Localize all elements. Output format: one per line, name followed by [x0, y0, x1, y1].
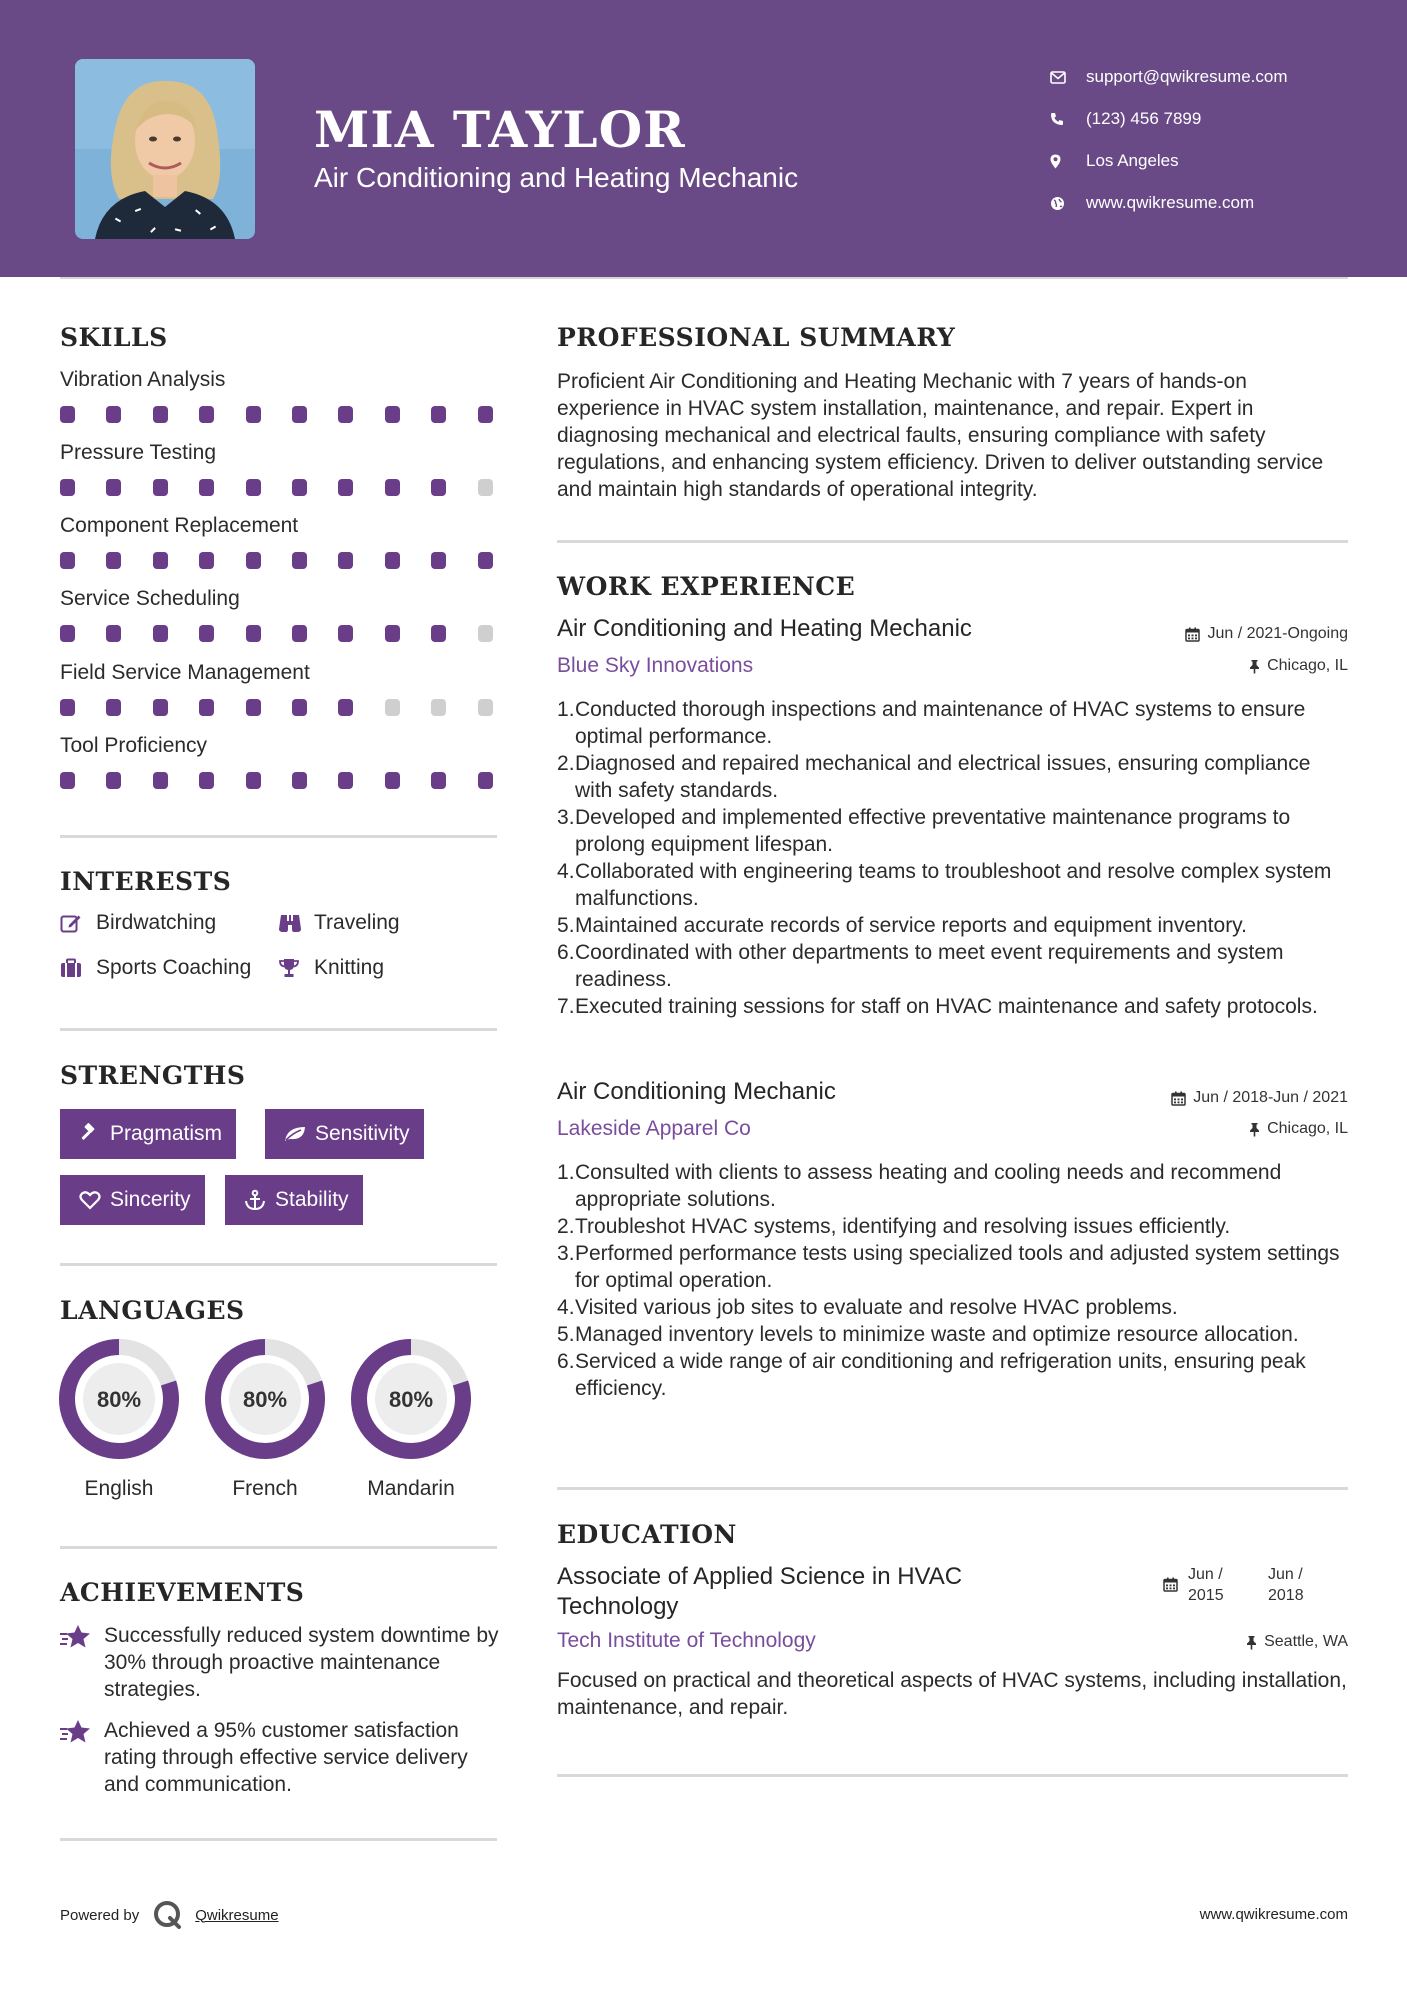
job-title: Air Conditioning Mechanic — [557, 1078, 836, 1105]
skill-dot-filled — [292, 479, 307, 496]
school-location-text: Seattle, WA — [1264, 1633, 1348, 1650]
contact-phone-text: (123) 456 7899 — [1086, 109, 1202, 128]
school-name: Tech Institute of Technology — [557, 1629, 816, 1652]
job-dates — [1185, 625, 1348, 643]
language-name: Mandarin — [367, 1477, 455, 1500]
skill-dot-filled — [106, 406, 121, 423]
job-dates-text: Jun / 2021-Ongoing — [1207, 625, 1348, 642]
skill-name: Vibration Analysis — [60, 368, 226, 391]
portrait-image — [75, 59, 255, 239]
contact-website-text: www.qwikresume.com — [1086, 193, 1255, 212]
skill-dot-filled — [60, 625, 75, 642]
skill-dot-filled — [338, 552, 353, 569]
degree-title-continued: Technology — [557, 1593, 679, 1620]
experience-heading: WORK EXPERIENCE — [557, 572, 856, 601]
skill-dot-filled — [292, 625, 307, 642]
footer-powered-by — [60, 1900, 279, 1930]
skill-dot-filled — [153, 772, 168, 789]
job-location — [1249, 1120, 1348, 1138]
summary-heading: PROFESSIONAL SUMMARY — [557, 323, 956, 352]
skill-rating — [60, 479, 497, 496]
contact-location-text: Los Angeles — [1086, 151, 1179, 170]
job-responsibilities — [557, 696, 1348, 1020]
skill-dot-filled — [338, 625, 353, 642]
responsibility-item: Conducted thorough inspections and maintenance of HVAC systems to ensure optimal performance. — [575, 698, 1306, 748]
language-item — [349, 1337, 473, 1501]
binoculars-icon — [278, 913, 314, 933]
skill-dot-filled — [60, 699, 75, 716]
skill-dot-filled — [431, 625, 446, 642]
achievement-text: Achieved a 95% customer satisfaction rating through effective service delivery and communication. — [104, 1719, 468, 1796]
skill-rating — [60, 552, 497, 569]
pencil-square-icon — [60, 913, 96, 933]
skill-dot-filled — [153, 552, 168, 569]
skill-dot-empty — [478, 479, 493, 496]
education-description: Focused on practical and theoretical aspects of HVAC systems, including installation, maintenance, and repair. — [557, 1669, 1347, 1719]
trophy-icon — [278, 958, 314, 978]
skill-dot-empty — [478, 625, 493, 642]
education-heading: EDUCATION — [557, 1520, 737, 1549]
achievement-item — [60, 1622, 500, 1703]
contact-phone[interactable] — [1050, 98, 1288, 140]
skill-name: Tool Proficiency — [60, 734, 208, 757]
strengths-heading: STRENGTHS — [60, 1061, 246, 1090]
skill-name: Field Service Management — [60, 661, 310, 684]
section-divider — [557, 540, 1348, 543]
footer-url[interactable]: www.qwikresume.com — [1199, 1906, 1348, 1923]
responsibility-item: Collaborated with engineering teams to troubleshoot and resolve complex system malfunctions. — [575, 860, 1332, 910]
skill-dot-filled — [60, 479, 75, 496]
degree-title: Associate of Applied Science in HVAC — [557, 1563, 963, 1590]
section-divider — [60, 1546, 497, 1549]
calendar-icon — [1185, 627, 1200, 642]
skill-dot-filled — [60, 772, 75, 789]
language-donut — [203, 1337, 327, 1461]
anchor-icon — [237, 1189, 273, 1211]
skill-dot-filled — [246, 772, 261, 789]
pushpin-icon — [1249, 1122, 1260, 1137]
skill-dot-filled — [106, 552, 121, 569]
skill-dot-empty — [478, 699, 493, 716]
skill-dot-filled — [431, 772, 446, 789]
job-dates-text: Jun / 2018-Jun / 2021 — [1193, 1089, 1348, 1106]
section-divider — [557, 1487, 1348, 1490]
skill-dot-filled — [431, 552, 446, 569]
section-divider — [60, 1028, 497, 1031]
skill-dot-empty — [385, 699, 400, 716]
profile-photo — [75, 59, 255, 239]
language-name: French — [232, 1477, 298, 1500]
calendar-icon — [1163, 1577, 1178, 1597]
language-item — [57, 1337, 181, 1501]
skill-dot-filled — [385, 625, 400, 642]
skill-rating — [60, 699, 497, 716]
powered-by-label: Powered by — [60, 1906, 140, 1924]
skill-dot-empty — [431, 699, 446, 716]
skill-dot-filled — [199, 552, 214, 569]
achievement-text: Successfully reduced system downtime by 30% through proactive maintenance strategies. — [104, 1624, 499, 1701]
skill-dot-filled — [292, 406, 307, 423]
skill-dot-filled — [246, 699, 261, 716]
education-end-month: Jun / — [1268, 1566, 1303, 1583]
language-percent: 80% — [242, 1387, 288, 1412]
skill-dot-filled — [338, 479, 353, 496]
skill-dot-filled — [199, 772, 214, 789]
language-percent: 80% — [96, 1387, 142, 1412]
interest-item — [60, 956, 251, 980]
responsibility-item: Visited various job sites to evaluate and resolve HVAC problems. — [575, 1296, 1178, 1319]
strength-label: Sincerity — [110, 1188, 191, 1211]
responsibility-item: Developed and implemented effective preventative maintenance programs to prolong equipment lifespan. — [575, 806, 1291, 856]
contact-email[interactable] — [1050, 56, 1288, 98]
gavel-icon — [72, 1123, 108, 1145]
pushpin-icon — [1246, 1635, 1257, 1650]
education-start-year: 2015 — [1188, 1587, 1224, 1604]
strength-label: Pragmatism — [110, 1122, 223, 1145]
skill-dot-filled — [246, 552, 261, 569]
strength-tag — [60, 1109, 236, 1159]
heart-icon — [72, 1190, 108, 1210]
languages-heading: LANGUAGES — [60, 1296, 245, 1325]
job-location — [1249, 657, 1348, 675]
skill-dot-filled — [338, 406, 353, 423]
skill-dot-filled — [60, 552, 75, 569]
interest-label: Knitting — [314, 956, 385, 979]
language-donut — [57, 1337, 181, 1461]
skill-dot-filled — [431, 406, 446, 423]
responsibility-item: Serviced a wide range of air conditioning and refrigeration units, ensuring peak efficiency. — [575, 1350, 1306, 1400]
achievement-item — [60, 1717, 500, 1798]
skill-dot-filled — [153, 479, 168, 496]
school-location — [1246, 1633, 1348, 1651]
skill-dot-filled — [199, 479, 214, 496]
pushpin-icon — [1249, 659, 1260, 674]
candidate-name: MIA TAYLOR — [314, 100, 686, 159]
interest-label: Birdwatching — [96, 911, 217, 934]
contact-location — [1050, 140, 1288, 182]
job-dates — [1171, 1089, 1348, 1107]
skill-dot-filled — [292, 699, 307, 716]
skill-dot-filled — [106, 699, 121, 716]
responsibility-item: Executed training sessions for staff on HVAC maintenance and safety protocols. — [575, 995, 1318, 1018]
qwikresume-logo-icon — [153, 1900, 183, 1930]
contact-list — [1050, 56, 1288, 224]
contact-email-text: support@qwikresume.com — [1086, 67, 1288, 86]
briefcase-icon — [60, 958, 96, 978]
phone-icon — [1050, 112, 1086, 126]
achievements-heading: ACHIEVEMENTS — [60, 1578, 305, 1607]
section-divider — [60, 1263, 497, 1266]
skill-rating — [60, 625, 497, 642]
skill-name: Pressure Testing — [60, 441, 217, 464]
resume-header — [0, 0, 1407, 277]
interest-item — [278, 911, 400, 935]
skill-dot-filled — [60, 406, 75, 423]
language-percent: 80% — [388, 1387, 434, 1412]
job-location-text: Chicago, IL — [1267, 1120, 1348, 1137]
skill-dot-filled — [106, 479, 121, 496]
skill-rating — [60, 772, 497, 789]
responsibility-item: Coordinated with other departments to meet event requirements and system readiness. — [575, 941, 1284, 991]
skill-dot-filled — [338, 699, 353, 716]
responsibility-item: Consulted with clients to assess heating and cooling needs and recommend appropriate solutions. — [575, 1161, 1282, 1211]
skill-rating — [60, 406, 497, 423]
strength-label: Stability — [275, 1188, 349, 1211]
skill-dot-filled — [153, 699, 168, 716]
section-divider — [60, 835, 497, 838]
job-location-text: Chicago, IL — [1267, 657, 1348, 674]
envelope-icon — [1050, 71, 1086, 84]
skill-dot-filled — [153, 625, 168, 642]
responsibility-item: Diagnosed and repaired mechanical and electrical issues, ensuring compliance with safety standards. — [575, 752, 1311, 802]
language-donut — [349, 1337, 473, 1461]
skill-dot-filled — [106, 772, 121, 789]
skill-name: Service Scheduling — [60, 587, 240, 610]
responsibility-item: Managed inventory levels to minimize waste and optimize resource allocation. — [575, 1323, 1299, 1346]
skill-dot-filled — [385, 479, 400, 496]
skill-dot-filled — [478, 552, 493, 569]
interest-label: Traveling — [314, 911, 400, 934]
calendar-icon — [1171, 1091, 1186, 1106]
interest-label: Sports Coaching — [96, 956, 252, 979]
interest-item — [60, 911, 216, 935]
leaf-icon — [277, 1125, 313, 1143]
star-badge-icon — [60, 1717, 104, 1798]
education-start-month: Jun / — [1188, 1566, 1223, 1583]
globe-icon — [1050, 196, 1086, 211]
skill-dot-filled — [385, 406, 400, 423]
contact-website[interactable] — [1050, 182, 1288, 224]
skill-dot-filled — [478, 406, 493, 423]
responsibility-item: Performed performance tests using specialized tools and adjusted system settings for optimal operation. — [575, 1242, 1340, 1292]
summary-text: Proficient Air Conditioning and Heating Mechanic with 7 years of hands-on experience in HVAC system installation, maintenance, and repair. Expert in diagnosing mechanical and electrical faults, ensuring compliance with safety regulations, and enhancing system efficiency. Driven to deliver outstanding service and maintain high standards of operational integrity. — [557, 370, 1324, 501]
skill-dot-filled — [292, 772, 307, 789]
skill-dot-filled — [338, 772, 353, 789]
skill-dot-filled — [153, 406, 168, 423]
interest-item — [278, 956, 384, 980]
skill-dot-filled — [106, 625, 121, 642]
skill-dot-filled — [478, 772, 493, 789]
location-pin-icon — [1050, 154, 1086, 169]
skill-dot-filled — [385, 772, 400, 789]
header-divider — [60, 277, 1348, 279]
job-responsibilities — [557, 1159, 1348, 1402]
candidate-title: Air Conditioning and Heating Mechanic — [314, 162, 799, 193]
responsibility-item: Troubleshot HVAC systems, identifying and resolving issues efficiently. — [575, 1215, 1231, 1238]
skill-dot-filled — [199, 625, 214, 642]
education-start-date — [1188, 1564, 1224, 1606]
qwikresume-link[interactable]: Qwikresume — [195, 1906, 279, 1924]
job-title: Air Conditioning and Heating Mechanic — [557, 615, 972, 642]
section-divider — [557, 1774, 1348, 1777]
strength-tag — [60, 1175, 205, 1225]
strength-label: Sensitivity — [315, 1122, 410, 1145]
skill-dot-filled — [199, 699, 214, 716]
education-end-year: 2018 — [1268, 1587, 1304, 1604]
language-name: English — [84, 1477, 154, 1500]
skill-dot-filled — [385, 552, 400, 569]
star-badge-icon — [60, 1622, 104, 1703]
language-item — [203, 1337, 327, 1501]
responsibility-item: Maintained accurate records of service reports and equipment inventory. — [575, 914, 1247, 937]
skill-dot-filled — [292, 552, 307, 569]
interests-heading: INTERESTS — [60, 867, 232, 896]
education-end-date — [1268, 1564, 1304, 1606]
skill-dot-filled — [431, 479, 446, 496]
skills-heading: SKILLS — [60, 323, 168, 352]
strength-tag — [225, 1175, 363, 1225]
company-name: Lakeside Apparel Co — [557, 1117, 751, 1140]
skill-dot-filled — [246, 479, 261, 496]
skill-name: Component Replacement — [60, 514, 299, 537]
strength-tag — [265, 1109, 424, 1159]
section-divider — [60, 1838, 497, 1841]
skill-dot-filled — [246, 625, 261, 642]
skill-dot-filled — [199, 406, 214, 423]
skill-dot-filled — [246, 406, 261, 423]
company-name: Blue Sky Innovations — [557, 654, 754, 677]
